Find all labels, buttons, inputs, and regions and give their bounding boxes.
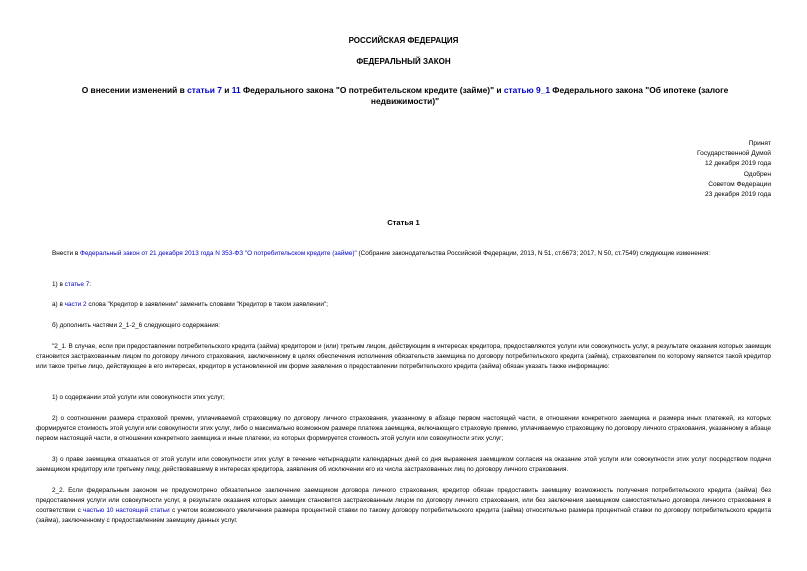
item-text: : — [89, 281, 92, 288]
subitem-1: 1) о содержании этой услуги или совокупности этих услуг; — [52, 394, 225, 401]
title-link-article-9-1[interactable]: статью 9_1 — [503, 85, 550, 95]
subitem-2: 2) о соотношении размера страховой премии, уплачиваемой страховщику по договору личного страхования, указанному в абзаце первом настоящей части, в отношении конкретного заемщика и размера иных платежей, из которых формируется стоимость этой услуги или совокупности этих услуг, либо о максимально возможном размере платежа заемщика, включающего страховую премию, уплачиваемую страховщику по договору личного страхования, указанному в абзаце первом настоящей части, в отношении конкретного заемщика и иные платежи, из которых формируется стоимость этой услуги или совокупности этих услуг; — [36, 415, 771, 442]
title-text: Федерального закона "Об ипотеке (залоге недвижимости)" — [370, 85, 729, 106]
paragraph-text: 2_2. Если федеральным законом не предусмотрено обязательное заключение заемщиком договора личного страхования, кредитор обязан предоставить заемщику возможность получения потребительского кредита (займа) без предоставления услуги или совокупности услуг, в результате оказания которых заемщик становится застрахованным лицом по договору личного страхования, или без заключения заемщиком самостоятельно договора личного страхования в соответствии с — [36, 487, 771, 514]
adopted-date: 12 декабря 2019 года — [705, 160, 771, 168]
title-text: Федерального закона "О потребительском кредите (займе)" и — [240, 85, 504, 95]
item-text: слова "Кредитор в заявлении" заменить словами "Кредитор в таком заявлении"; — [86, 301, 328, 308]
subitem-3: 3) о праве заемщика отказаться от этой услуги или совокупности этих услуг в течение четырнадцати календарных дней со дня выражения заемщиком согласия на оказание этой услуги или совокупности этих услуг посредством подачи заемщиком кредитору или третьему лицу, действовавшему в интересах кредитора, заявления об исключении его из числа застрахованных лиц по договору личного страхования. — [36, 456, 771, 473]
part-2-link[interactable]: части 2 — [64, 301, 87, 308]
item-1 — [36, 280, 771, 290]
approved-by: Советом Федерации — [708, 180, 771, 188]
article-heading: Статья 1 — [387, 218, 420, 227]
title-link-article-11[interactable]: 11 — [231, 85, 241, 95]
title-text: и — [221, 85, 232, 95]
item-text: 1) в — [52, 281, 65, 288]
country-heading: РОССИЙСКАЯ ФЕДЕРАЦИЯ — [348, 36, 459, 45]
approved-label: Одобрен — [743, 170, 771, 178]
item-text: а) в — [52, 301, 65, 308]
adopted-by: Государственной Думой — [697, 150, 771, 158]
approved-date: 23 декабря 2019 года — [705, 191, 771, 199]
item-a — [36, 300, 771, 310]
adopted-label: Принят — [748, 140, 771, 147]
intro-text: (Собрание законодательства Российской Федерации, 2013, N 51, ст.6673; 2017, N 50, ст.7549) следующие изменения: — [356, 250, 711, 257]
adoption-block — [697, 139, 771, 200]
title-link-article-7[interactable]: статьи 7 — [187, 85, 222, 95]
intro-law-link[interactable]: Федеральный закон от 21 декабря 2013 года N 353-ФЗ "О потребительском кредите (займе)" — [79, 250, 357, 257]
intro-text: Внести в — [52, 250, 80, 257]
part-10-link[interactable]: частью 10 настоящей статьи — [83, 507, 170, 514]
intro-paragraph — [36, 249, 771, 259]
paragraph-2-1: "2_1. В случае, если при предоставлении потребительского кредита (займа) кредитором и (или) третьим лицом, действующим в интересах кредитора, предоставляются услуги или совокупность услуг, в результате оказания которых заемщик становится застрахованным лицом по договору личного страхования, заключенному в целях обеспечения исполнения обязательств заемщика по договору потребительского кредита (займа), страхователем по которому является такой кредитор или такое третье лицо, действующее в его интересах, кредитор в установленной им форме заявления о предоставлении потребительского кредита (займа) обязан указать также информацию: — [36, 343, 771, 370]
law-type-heading: ФЕДЕРАЛЬНЫЙ ЗАКОН — [356, 57, 451, 66]
paragraph-text: с учетом возможного увеличения размера процентной ставки по такому договору потребительского кредита (займа) относительно размера процентной ставки по договору потребительского кредита (займа), заключенному с предоставлением заемщику данных услуг. — [36, 507, 772, 524]
title-text: О внесении изменений в — [81, 85, 188, 95]
item-b: б) дополнить частями 2_1-2_6 следующего содержания: — [52, 322, 221, 329]
law-title — [60, 85, 750, 107]
paragraph-2-2 — [36, 486, 771, 526]
article-7-link[interactable]: статье 7 — [64, 281, 90, 288]
